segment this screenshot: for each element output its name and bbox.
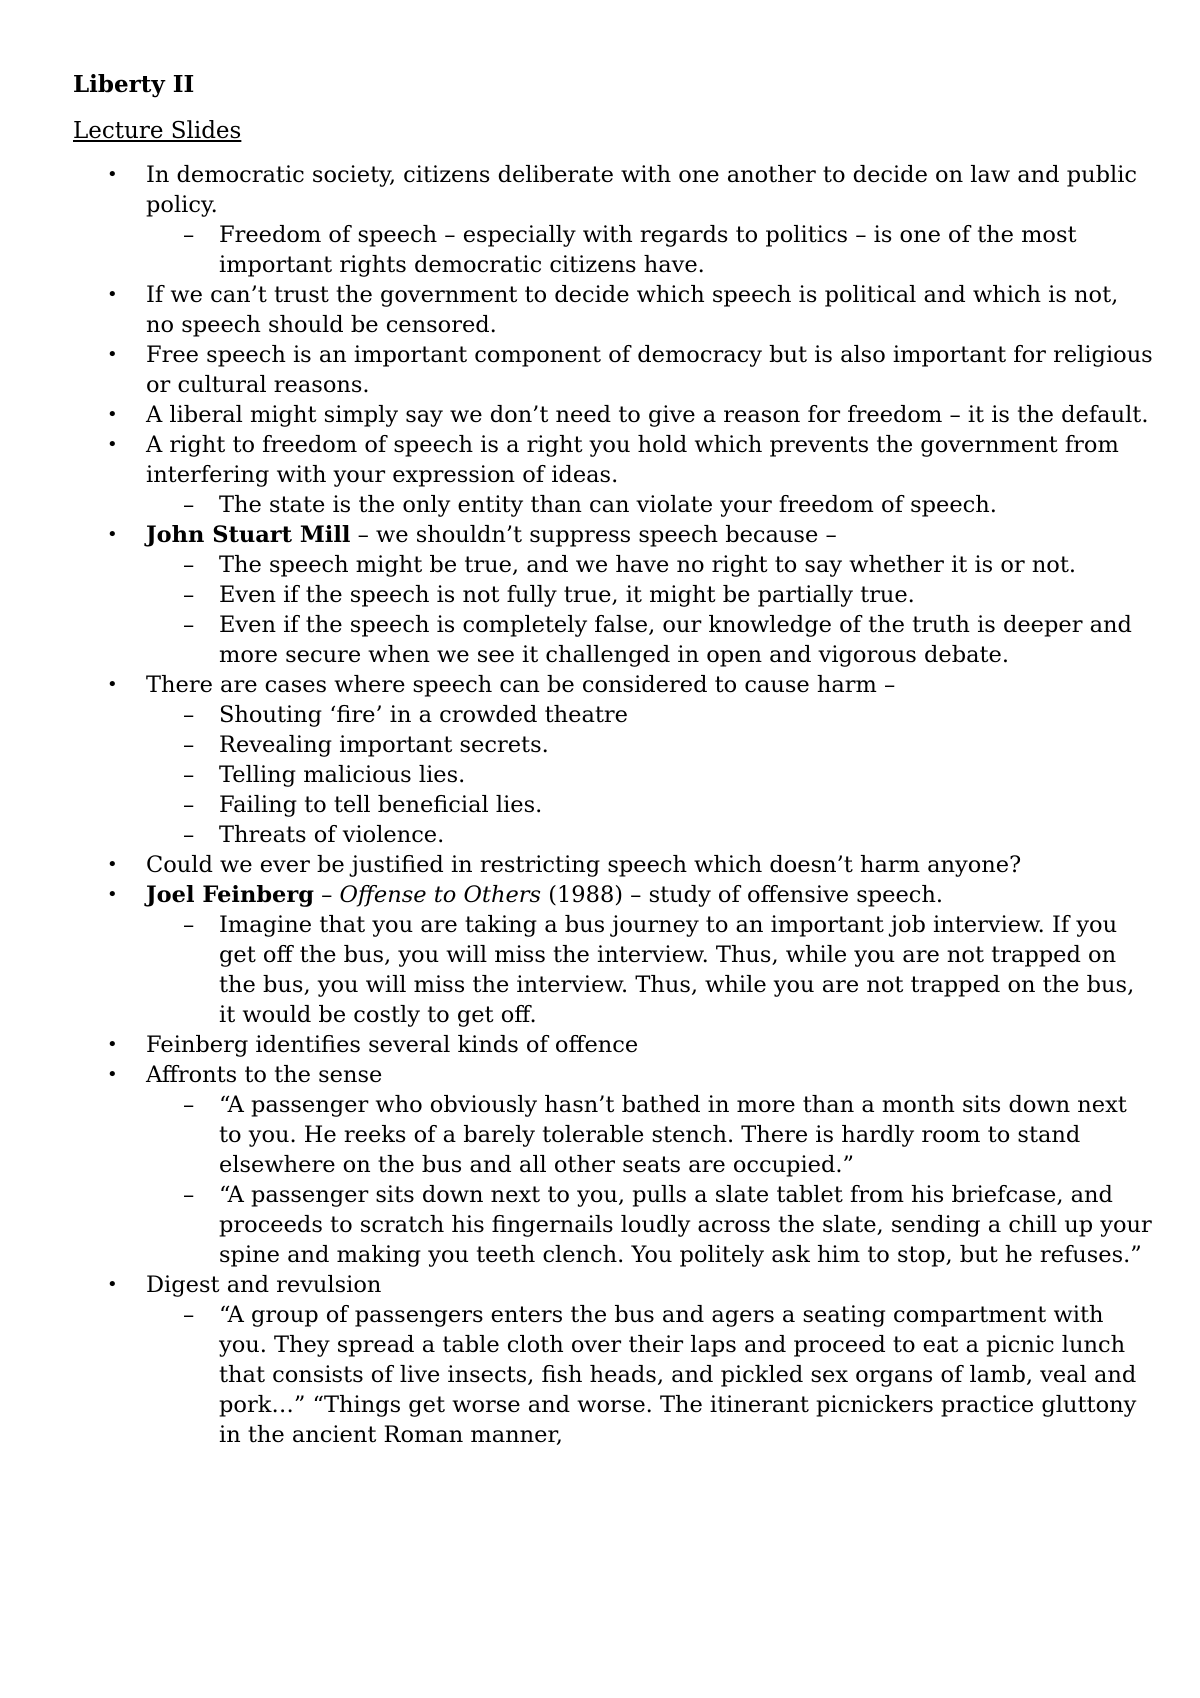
item-bold-name: John Stuart Mill xyxy=(146,522,351,548)
dash-marker: – xyxy=(183,702,195,728)
item-text: There are cases where speech can be considered to cause harm – xyxy=(146,672,896,698)
item-text: “A passenger who obviously hasn’t bathed in more than a month sits down next to you. He reeks of a barely tolerable stench. There is hardly room to stand elsewhere on the bus and all other seats are occupied.” xyxy=(219,1092,1127,1178)
bullet-item xyxy=(73,340,1153,400)
item-text: “A group of passengers enters the bus and agers a seating compartment with you. They spread a table cloth over their laps and proceed to eat a picnic lunch that consists of live insects, fish heads, and pickled sex organs of lamb, veal and pork…” “Things get worse and worse. The itinerant picnickers practice gluttony in the ancient Roman manner, xyxy=(219,1302,1137,1448)
item-text: Threats of violence. xyxy=(219,822,445,848)
bullet-marker: • xyxy=(107,284,118,305)
item-text: Shouting ‘fire’ in a crowded theatre xyxy=(219,702,628,728)
bullet-marker: • xyxy=(107,884,118,905)
item-text: In democratic society, citizens deliberate with one another to decide on law and public policy. xyxy=(146,162,1138,218)
dash-marker: – xyxy=(183,732,195,758)
bullet-marker: • xyxy=(107,434,118,455)
sub-item xyxy=(73,760,1153,790)
bullet-marker: • xyxy=(107,524,118,545)
item-text: If we can’t trust the government to decide which speech is political and which is not, no speech should be censored. xyxy=(146,282,1119,338)
bullet-item xyxy=(73,280,1153,340)
notes-list xyxy=(73,160,1153,1450)
bullet-item xyxy=(73,850,1153,880)
bullet-item xyxy=(73,1060,1153,1090)
bullet-item xyxy=(73,520,1153,550)
item-bold-name: Joel Feinberg xyxy=(146,882,314,908)
sub-item xyxy=(73,790,1153,820)
item-italic-title: Offense to Others xyxy=(339,882,542,908)
bullet-marker: • xyxy=(107,674,118,695)
item-text: A right to freedom of speech is a right you hold which prevents the government from interfering with your expression of ideas. xyxy=(146,432,1119,488)
bullet-item xyxy=(73,160,1153,220)
bullet-marker: • xyxy=(107,344,118,365)
item-text: A liberal might simply say we don’t need to give a reason for freedom – it is the default. xyxy=(146,402,1149,428)
item-text: Failing to tell beneficial lies. xyxy=(219,792,543,818)
dash-marker: – xyxy=(183,912,195,938)
item-text: Imagine that you are taking a bus journey to an important job interview. If you get off the bus, you will miss the interview. Thus, while you are not trapped on the bus, you will miss the interview. Thus, while you are not trapped on the bus, it would be costly to get off. xyxy=(219,912,1135,1028)
bullet-marker: • xyxy=(107,1274,118,1295)
bullet-item xyxy=(73,400,1153,430)
item-text: Affronts to the sense xyxy=(146,1062,383,1088)
item-text: Could we ever be justified in restricting speech which doesn’t harm anyone? xyxy=(146,852,1022,878)
sub-item xyxy=(73,220,1153,280)
item-text: Freedom of speech – especially with regards to politics – is one of the most important rights democratic citizens have. xyxy=(219,222,1077,278)
dash-marker: – xyxy=(183,822,195,848)
dash-marker: – xyxy=(183,1092,195,1118)
sub-item xyxy=(73,1090,1153,1180)
bullet-item xyxy=(73,880,1153,910)
sub-item xyxy=(73,700,1153,730)
sub-item xyxy=(73,820,1153,850)
bullet-marker: • xyxy=(107,1064,118,1085)
bullet-marker: • xyxy=(107,854,118,875)
document-title: Liberty II xyxy=(73,71,195,98)
item-text: Even if the speech is not fully true, it might be partially true. xyxy=(219,582,915,608)
bullet-item xyxy=(73,670,1153,700)
dash-marker: – xyxy=(183,582,195,608)
sub-item xyxy=(73,580,1153,610)
sub-item xyxy=(73,910,1153,1030)
item-text: Joel Feinberg – Offense to Others (1988) – study of offensive speech. xyxy=(146,882,944,908)
bullet-item xyxy=(73,1270,1153,1300)
dash-marker: – xyxy=(183,1302,195,1328)
dash-marker: – xyxy=(183,492,195,518)
item-text: Digest and revulsion xyxy=(146,1272,382,1298)
item-text: Telling malicious lies. xyxy=(219,762,466,788)
item-text: Feinberg identifies several kinds of offence xyxy=(146,1032,639,1058)
sub-item xyxy=(73,550,1153,580)
sub-item xyxy=(73,490,1153,520)
item-text: Revealing important secrets. xyxy=(219,732,549,758)
bullet-marker: • xyxy=(107,1034,118,1055)
item-text: Even if the speech is completely false, our knowledge of the truth is deeper and more secure when we see it challenged in open and vigorous debate. xyxy=(219,612,1132,668)
item-text: The state is the only entity than can violate your freedom of speech. xyxy=(219,492,997,518)
sub-item xyxy=(73,730,1153,760)
bullet-marker: • xyxy=(107,164,118,185)
dash-marker: – xyxy=(183,552,195,578)
document-body xyxy=(73,68,1153,1450)
item-text: “A passenger sits down next to you, pulls a slate tablet from his briefcase, and proceeds to scratch his fingernails loudly across the slate, sending a chill up your spine and making you teeth clench. You politely ask him to stop, but he refuses.” xyxy=(219,1182,1152,1268)
dash-marker: – xyxy=(183,222,195,248)
bullet-item xyxy=(73,1030,1153,1060)
item-text: John Stuart Mill – we shouldn’t suppress speech because – xyxy=(146,522,837,548)
dash-marker: – xyxy=(183,1182,195,1208)
document-subtitle: Lecture Slides xyxy=(73,118,242,144)
item-text: The speech might be true, and we have no right to say whether it is or not. xyxy=(219,552,1077,578)
dash-marker: – xyxy=(183,612,195,638)
bullet-marker: • xyxy=(107,404,118,425)
sub-item xyxy=(73,1180,1153,1270)
sub-item xyxy=(73,1300,1153,1450)
item-text: Free speech is an important component of democracy but is also important for religious or cultural reasons. xyxy=(146,342,1153,398)
dash-marker: – xyxy=(183,762,195,788)
bullet-item xyxy=(73,430,1153,490)
dash-marker: – xyxy=(183,792,195,818)
sub-item xyxy=(73,610,1153,670)
